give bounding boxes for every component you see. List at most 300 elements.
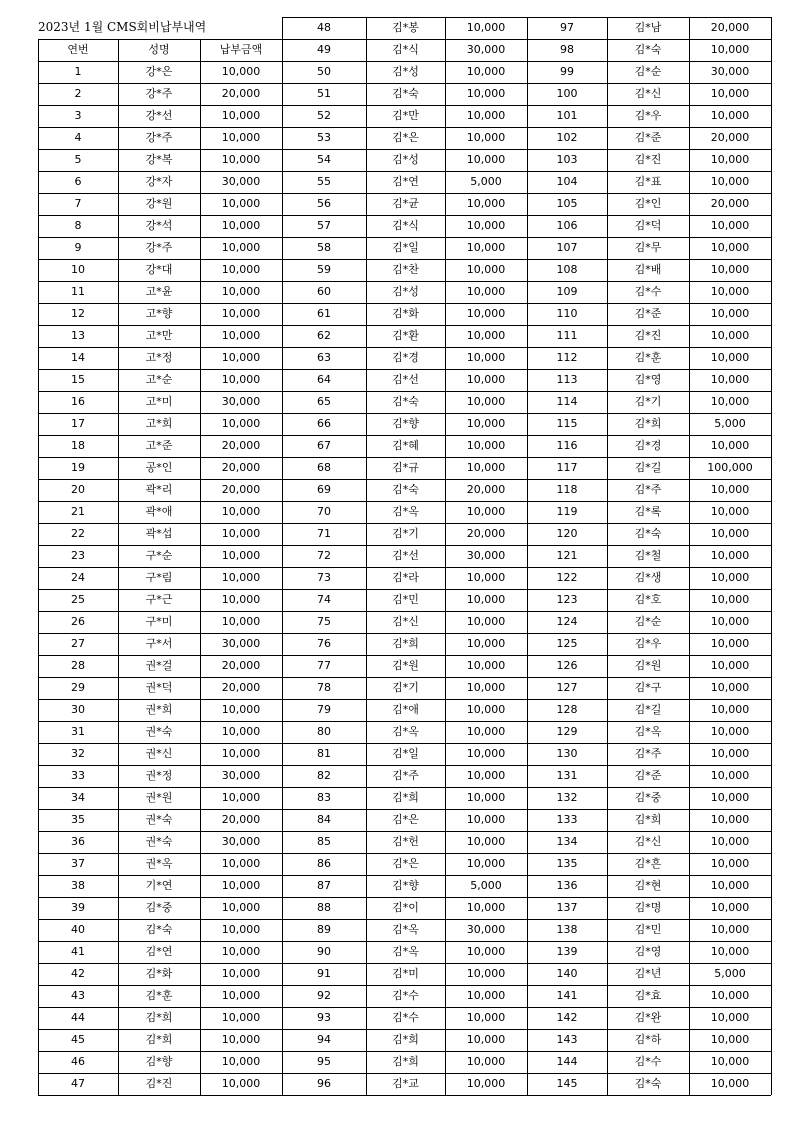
member-name-cell: 김*은 (392, 813, 419, 826)
row-number-cell: 30 (71, 703, 85, 716)
member-name-cell: 고*윤 (145, 285, 173, 298)
member-name-cell: 구*미 (145, 615, 173, 628)
member-name-cell: 김*원 (634, 659, 662, 672)
payment-amount-cell: 10,000 (221, 747, 261, 760)
row-divider (282, 1095, 527, 1096)
payment-amount-cell: 10,000 (710, 1033, 750, 1046)
row-number-cell: 127 (556, 681, 578, 694)
row-number-cell: 47 (71, 1077, 85, 1090)
member-name-cell: 강*복 (145, 153, 173, 166)
member-name-cell: 김*배 (634, 263, 662, 276)
member-name-cell: 김*성 (392, 153, 419, 166)
member-name-cell: 김*록 (634, 505, 662, 518)
payment-amount-cell: 10,000 (710, 351, 750, 364)
row-number-cell: 85 (317, 835, 331, 848)
member-name-cell: 권*희 (145, 703, 173, 716)
row-number-cell: 99 (560, 65, 574, 78)
payment-amount-cell: 10,000 (710, 285, 750, 298)
row-number-cell: 37 (71, 857, 85, 870)
row-number-cell: 7 (74, 197, 82, 210)
member-name-cell: 구*근 (145, 593, 173, 606)
member-name-cell: 김*훈 (634, 351, 662, 364)
row-number-cell: 75 (317, 615, 331, 628)
member-name-cell: 구*순 (145, 549, 173, 562)
member-name-cell: 강*선 (145, 109, 173, 122)
payment-amount-cell: 10,000 (221, 901, 261, 914)
member-name-cell: 강*주 (145, 131, 173, 144)
member-name-cell: 김*희 (392, 1055, 419, 1068)
row-number-cell: 138 (556, 923, 578, 936)
payment-amount-cell: 10,000 (221, 109, 261, 122)
payment-amount-cell: 10,000 (710, 923, 750, 936)
payment-amount-cell: 10,000 (466, 153, 506, 166)
member-name-cell: 김*순 (634, 615, 662, 628)
row-number-cell: 142 (556, 1011, 578, 1024)
row-number-cell: 136 (556, 879, 578, 892)
row-number-cell: 140 (556, 967, 578, 980)
member-name-cell: 김*은 (392, 131, 419, 144)
member-name-cell: 고*향 (145, 307, 173, 320)
member-name-cell: 김*순 (634, 65, 662, 78)
row-number-cell: 76 (317, 637, 331, 650)
payment-amount-cell: 30,000 (710, 65, 750, 78)
member-name-cell: 김*무 (634, 241, 662, 254)
payment-amount-cell: 10,000 (710, 505, 750, 518)
member-name-cell: 권*옥 (145, 857, 173, 870)
row-number-cell: 16 (71, 395, 85, 408)
payment-amount-cell: 10,000 (710, 615, 750, 628)
row-number-cell: 111 (556, 329, 578, 342)
payment-amount-cell: 10,000 (710, 329, 750, 342)
member-name-cell: 김*희 (392, 637, 419, 650)
row-number-cell: 32 (71, 747, 85, 760)
payment-amount-cell: 10,000 (710, 373, 750, 386)
payment-amount-cell: 10,000 (466, 417, 506, 430)
row-number-cell: 1 (74, 65, 82, 78)
row-number-cell: 80 (317, 725, 331, 738)
row-number-cell: 15 (71, 373, 85, 386)
row-number-cell: 8 (74, 219, 82, 232)
payment-amount-cell: 10,000 (466, 285, 506, 298)
member-name-cell: 김*규 (392, 461, 419, 474)
member-name-cell: 김*선 (392, 373, 419, 386)
member-name-cell: 김*경 (634, 439, 662, 452)
member-name-cell: 김*숙 (392, 483, 419, 496)
payment-amount-cell: 10,000 (466, 681, 506, 694)
payment-amount-cell: 10,000 (710, 725, 750, 738)
row-number-cell: 48 (317, 21, 331, 34)
payment-amount-cell: 10,000 (710, 593, 750, 606)
page-title: 2023년 1월 CMS회비납부내역 (38, 20, 207, 34)
row-number-cell: 43 (71, 989, 85, 1002)
member-name-cell: 권*원 (145, 791, 173, 804)
payment-amount-cell: 10,000 (221, 1033, 261, 1046)
row-number-cell: 91 (317, 967, 331, 980)
payment-amount-cell: 10,000 (466, 1033, 506, 1046)
member-name-cell: 김*봉 (392, 21, 419, 34)
payment-amount-cell: 10,000 (710, 109, 750, 122)
payment-amount-cell: 10,000 (221, 241, 261, 254)
payment-amount-cell: 10,000 (466, 131, 506, 144)
row-number-cell: 107 (556, 241, 578, 254)
member-name-cell: 김*영 (634, 945, 662, 958)
member-name-cell: 김*미 (392, 967, 419, 980)
payment-amount-cell: 10,000 (221, 505, 261, 518)
payment-amount-cell: 30,000 (466, 43, 506, 56)
payment-amount-cell: 10,000 (221, 967, 261, 980)
row-number-cell: 49 (317, 43, 331, 56)
row-number-cell: 4 (74, 131, 82, 144)
payment-amount-cell: 10,000 (466, 87, 506, 100)
member-name-cell: 김*식 (392, 43, 419, 56)
member-name-cell: 강*원 (145, 197, 173, 210)
payment-amount-cell: 30,000 (221, 395, 261, 408)
member-name-cell: 강*석 (145, 219, 173, 232)
payment-amount-cell: 10,000 (221, 1011, 261, 1024)
row-number-cell: 63 (317, 351, 331, 364)
member-name-cell: 김*향 (145, 1055, 173, 1068)
member-name-cell: 김*숙 (634, 1077, 662, 1090)
row-number-cell: 128 (556, 703, 578, 716)
member-name-cell: 김*희 (145, 1033, 173, 1046)
row-number-cell: 84 (317, 813, 331, 826)
payment-amount-cell: 10,000 (221, 1077, 261, 1090)
member-name-cell: 곽*리 (145, 483, 173, 496)
member-name-cell: 김*명 (634, 901, 662, 914)
member-name-cell: 김*희 (634, 813, 662, 826)
row-number-cell: 125 (556, 637, 578, 650)
row-number-cell: 2 (74, 87, 82, 100)
payment-amount-cell: 10,000 (710, 1055, 750, 1068)
row-number-cell: 92 (317, 989, 331, 1002)
row-number-cell: 88 (317, 901, 331, 914)
member-name-cell: 김*연 (392, 175, 419, 188)
member-name-cell: 김*식 (392, 219, 419, 232)
member-name-cell: 강*주 (145, 241, 173, 254)
payment-amount-cell: 10,000 (710, 1077, 750, 1090)
row-number-cell: 35 (71, 813, 85, 826)
row-number-cell: 10 (71, 263, 85, 276)
member-name-cell: 김*희 (392, 1033, 419, 1046)
row-number-cell: 13 (71, 329, 85, 342)
payment-amount-cell: 10,000 (221, 329, 261, 342)
payment-amount-cell: 10,000 (466, 571, 506, 584)
payment-amount-cell: 10,000 (710, 813, 750, 826)
row-number-cell: 145 (556, 1077, 578, 1090)
payment-amount-cell: 10,000 (710, 241, 750, 254)
row-number-cell: 108 (556, 263, 578, 276)
row-number-cell: 134 (556, 835, 578, 848)
row-number-cell: 33 (71, 769, 85, 782)
member-name-cell: 김*우 (634, 637, 662, 650)
row-number-cell: 66 (317, 417, 331, 430)
payment-amount-cell: 10,000 (221, 791, 261, 804)
row-number-cell: 50 (317, 65, 331, 78)
payment-amount-cell: 10,000 (466, 241, 506, 254)
row-number-cell: 62 (317, 329, 331, 342)
row-number-cell: 65 (317, 395, 331, 408)
member-name-cell: 김*원 (392, 659, 419, 672)
payment-amount-cell: 10,000 (710, 945, 750, 958)
payment-amount-cell: 10,000 (466, 791, 506, 804)
member-name-cell: 구*서 (145, 637, 173, 650)
row-number-cell: 105 (556, 197, 578, 210)
row-number-cell: 45 (71, 1033, 85, 1046)
payment-amount-cell: 30,000 (466, 923, 506, 936)
member-name-cell: 김*옥 (392, 505, 419, 518)
row-number-cell: 113 (556, 373, 578, 386)
payment-amount-cell: 10,000 (221, 703, 261, 716)
row-number-cell: 124 (556, 615, 578, 628)
row-number-cell: 58 (317, 241, 331, 254)
row-number-cell: 97 (560, 21, 574, 34)
payment-amount-cell: 10,000 (710, 219, 750, 232)
member-name-cell: 김*헌 (392, 835, 419, 848)
row-number-cell: 55 (317, 175, 331, 188)
payment-amount-cell: 10,000 (221, 879, 261, 892)
member-name-cell: 김*생 (634, 571, 662, 584)
member-name-cell: 김*신 (634, 87, 662, 100)
member-name-cell: 김*숙 (392, 87, 419, 100)
member-name-cell: 김*주 (634, 747, 662, 760)
row-number-cell: 28 (71, 659, 85, 672)
row-number-cell: 133 (556, 813, 578, 826)
payment-amount-cell: 10,000 (466, 637, 506, 650)
payment-amount-cell: 10,000 (466, 219, 506, 232)
member-name-cell: 김*숙 (392, 395, 419, 408)
row-number-cell: 57 (317, 219, 331, 232)
row-number-cell: 68 (317, 461, 331, 474)
row-number-cell: 60 (317, 285, 331, 298)
row-number-cell: 22 (71, 527, 85, 540)
member-name-cell: 김*영 (634, 373, 662, 386)
payment-amount-cell: 20,000 (221, 461, 261, 474)
row-number-cell: 61 (317, 307, 331, 320)
row-number-cell: 17 (71, 417, 85, 430)
member-name-cell: 강*자 (145, 175, 173, 188)
member-name-cell: 김*훈 (145, 989, 173, 1002)
member-name-cell: 김*교 (392, 1077, 419, 1090)
row-number-cell: 82 (317, 769, 331, 782)
payment-amount-cell: 10,000 (710, 175, 750, 188)
payment-amount-cell: 10,000 (221, 307, 261, 320)
payment-amount-cell: 10,000 (221, 857, 261, 870)
payment-amount-cell: 20,000 (221, 483, 261, 496)
member-name-cell: 김*년 (634, 967, 662, 980)
member-name-cell: 김*수 (392, 1011, 419, 1024)
member-name-cell: 김*준 (634, 769, 662, 782)
payment-amount-cell: 10,000 (221, 351, 261, 364)
member-name-cell: 강*대 (145, 263, 173, 276)
row-number-cell: 83 (317, 791, 331, 804)
payment-amount-cell: 10,000 (710, 769, 750, 782)
row-number-cell: 18 (71, 439, 85, 452)
member-name-cell: 고*희 (145, 417, 173, 430)
member-name-cell: 김*성 (392, 65, 419, 78)
payment-amount-cell: 10,000 (710, 989, 750, 1002)
row-number-cell: 78 (317, 681, 331, 694)
row-number-cell: 36 (71, 835, 85, 848)
row-number-cell: 122 (556, 571, 578, 584)
payment-amount-cell: 10,000 (710, 835, 750, 848)
row-number-cell: 94 (317, 1033, 331, 1046)
member-name-cell: 권*정 (145, 769, 173, 782)
row-number-cell: 121 (556, 549, 578, 562)
payment-amount-cell: 10,000 (466, 109, 506, 122)
row-number-cell: 118 (556, 483, 578, 496)
row-number-cell: 141 (556, 989, 578, 1002)
member-name-cell: 김*환 (392, 329, 419, 342)
member-name-cell: 김*일 (392, 241, 419, 254)
payment-amount-cell: 10,000 (710, 439, 750, 452)
payment-amount-cell: 30,000 (221, 637, 261, 650)
row-number-cell: 72 (317, 549, 331, 562)
row-number-cell: 96 (317, 1077, 331, 1090)
payment-amount-cell: 10,000 (466, 593, 506, 606)
member-name-cell: 김*옥 (392, 945, 419, 958)
column-header-amount: 납부금액 (219, 43, 263, 56)
member-name-cell: 김*호 (634, 593, 662, 606)
member-name-cell: 고*순 (145, 373, 173, 386)
member-name-cell: 권*숙 (145, 725, 173, 738)
member-name-cell: 김*중 (634, 791, 662, 804)
row-number-cell: 112 (556, 351, 578, 364)
payment-amount-cell: 100,000 (707, 461, 753, 474)
row-number-cell: 53 (317, 131, 331, 144)
row-number-cell: 115 (556, 417, 578, 430)
row-number-cell: 56 (317, 197, 331, 210)
member-name-cell: 권*덕 (145, 681, 173, 694)
payment-amount-cell: 20,000 (221, 681, 261, 694)
payment-amount-cell: 10,000 (466, 351, 506, 364)
row-number-cell: 34 (71, 791, 85, 804)
payment-amount-cell: 10,000 (221, 373, 261, 386)
member-name-cell: 김*현 (634, 879, 662, 892)
payment-amount-cell: 10,000 (466, 21, 506, 34)
member-name-cell: 김*덕 (634, 219, 662, 232)
payment-amount-cell: 10,000 (221, 197, 261, 210)
row-number-cell: 95 (317, 1055, 331, 1068)
row-number-cell: 20 (71, 483, 85, 496)
member-name-cell: 김*옥 (392, 923, 419, 936)
payment-amount-cell: 10,000 (710, 87, 750, 100)
row-number-cell: 46 (71, 1055, 85, 1068)
payment-amount-cell: 10,000 (221, 615, 261, 628)
member-name-cell: 김*혜 (392, 439, 419, 452)
payment-amount-cell: 10,000 (710, 307, 750, 320)
row-number-cell: 21 (71, 505, 85, 518)
payment-amount-cell: 10,000 (466, 659, 506, 672)
row-number-cell: 74 (317, 593, 331, 606)
row-number-cell: 12 (71, 307, 85, 320)
member-name-cell: 김*화 (392, 307, 419, 320)
row-number-cell: 26 (71, 615, 85, 628)
row-number-cell: 131 (556, 769, 578, 782)
member-name-cell: 김*숙 (145, 923, 173, 936)
payment-amount-cell: 10,000 (221, 593, 261, 606)
row-number-cell: 41 (71, 945, 85, 958)
row-number-cell: 23 (71, 549, 85, 562)
row-number-cell: 116 (556, 439, 578, 452)
row-number-cell: 64 (317, 373, 331, 386)
payment-amount-cell: 10,000 (710, 857, 750, 870)
member-name-cell: 김*민 (634, 923, 662, 936)
panel-border (771, 17, 772, 1095)
row-number-cell: 106 (556, 219, 578, 232)
row-number-cell: 135 (556, 857, 578, 870)
member-name-cell: 김*이 (392, 901, 419, 914)
payment-amount-cell: 10,000 (466, 703, 506, 716)
payment-amount-cell: 10,000 (710, 153, 750, 166)
member-name-cell: 김*신 (392, 615, 419, 628)
payment-amount-cell: 10,000 (710, 483, 750, 496)
payment-amount-cell: 10,000 (221, 219, 261, 232)
row-number-cell: 126 (556, 659, 578, 672)
member-name-cell: 김*흔 (634, 857, 662, 870)
payment-amount-cell: 10,000 (221, 131, 261, 144)
member-name-cell: 김*은 (392, 857, 419, 870)
payment-amount-cell: 20,000 (710, 131, 750, 144)
payment-amount-cell: 10,000 (466, 1011, 506, 1024)
payment-amount-cell: 10,000 (710, 681, 750, 694)
payment-amount-cell: 10,000 (710, 549, 750, 562)
member-name-cell: 김*우 (634, 109, 662, 122)
payment-amount-cell: 10,000 (466, 989, 506, 1002)
row-number-cell: 139 (556, 945, 578, 958)
payment-amount-cell: 30,000 (221, 835, 261, 848)
payment-amount-cell: 10,000 (466, 373, 506, 386)
member-name-cell: 김*표 (634, 175, 662, 188)
row-divider (527, 1095, 771, 1096)
row-number-cell: 67 (317, 439, 331, 452)
payment-amount-cell: 10,000 (710, 703, 750, 716)
payment-amount-cell: 20,000 (710, 197, 750, 210)
member-name-cell: 김*민 (392, 593, 419, 606)
payment-amount-cell: 10,000 (710, 571, 750, 584)
payment-amount-cell: 10,000 (710, 901, 750, 914)
column-header-name: 성명 (148, 43, 170, 56)
row-number-cell: 117 (556, 461, 578, 474)
row-number-cell: 51 (317, 87, 331, 100)
row-number-cell: 27 (71, 637, 85, 650)
row-number-cell: 5 (74, 153, 82, 166)
payment-amount-cell: 20,000 (221, 813, 261, 826)
payment-amount-cell: 10,000 (221, 153, 261, 166)
row-number-cell: 86 (317, 857, 331, 870)
member-name-cell: 권*신 (145, 747, 173, 760)
member-name-cell: 김*희 (634, 417, 662, 430)
row-number-cell: 29 (71, 681, 85, 694)
row-number-cell: 77 (317, 659, 331, 672)
row-number-cell: 6 (74, 175, 82, 188)
row-number-cell: 143 (556, 1033, 578, 1046)
payment-amount-cell: 10,000 (710, 527, 750, 540)
payment-amount-cell: 10,000 (710, 395, 750, 408)
row-number-cell: 54 (317, 153, 331, 166)
payment-amount-cell: 10,000 (466, 329, 506, 342)
member-name-cell: 김*남 (634, 21, 662, 34)
member-name-cell: 김*경 (392, 351, 419, 364)
column-header-number: 연번 (67, 43, 89, 56)
payment-amount-cell: 10,000 (710, 637, 750, 650)
row-number-cell: 71 (317, 527, 331, 540)
payment-amount-cell: 10,000 (710, 659, 750, 672)
member-name-cell: 김*신 (634, 835, 662, 848)
payment-amount-cell: 10,000 (221, 549, 261, 562)
member-name-cell: 김*기 (392, 527, 419, 540)
member-name-cell: 김*주 (634, 483, 662, 496)
payment-amount-cell: 20,000 (466, 527, 506, 540)
